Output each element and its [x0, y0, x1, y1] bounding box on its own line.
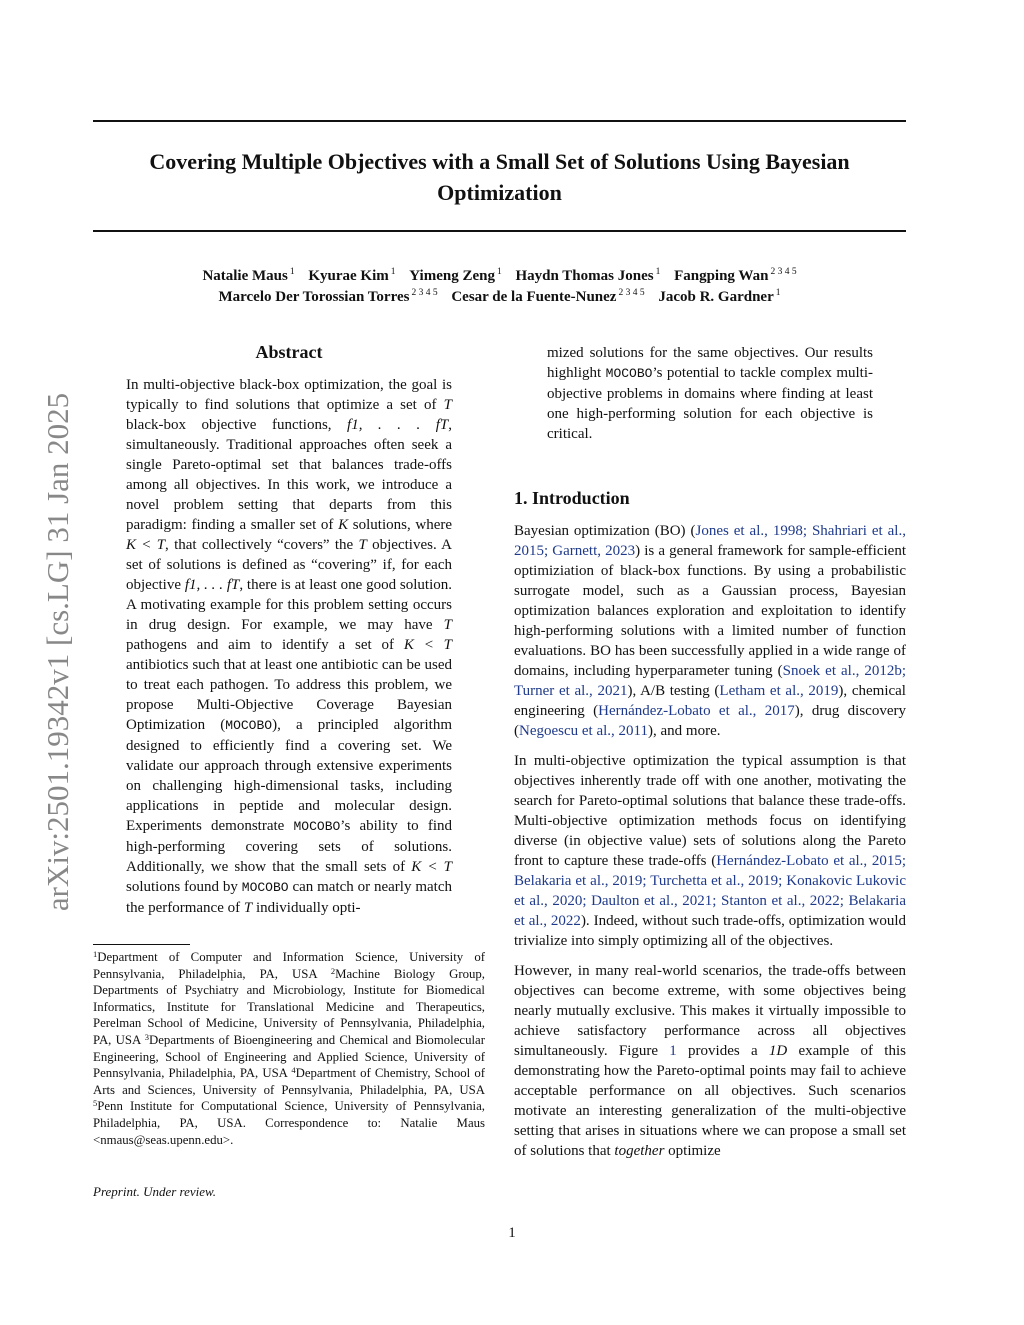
citation-link[interactable]: Letham et al., 2019	[719, 683, 839, 699]
section-heading-introduction: 1. Introduction	[514, 488, 630, 508]
affiliation-mark: 1	[775, 288, 781, 298]
affiliations-footnote: $^1$Department of Computer and Information Science, University of Pennsylvania, Philadelphia, PA, USA $^2$Machine Biology Group, Departments of Psychiatry and Microbiology, Institute for Biomedical Informatics, Institute for Translational Medicine and Therapeutics, Perelman School of Medicine, University of Pennsylvania, Philadelphia, PA, USA $^3$Departments of Bioengineering and Chemical and Biomolecular Engineering, School of Engineering and Applied Science, University of Pennsylvania, Philadelphia, PA, USA $^4$Department of Chemistry, School of Arts and Sciences, University of Pennsylvania, Philadelphia, PA, USA $^5$Penn Institute for Computational Science, University of Pennsylvania, Philadelphia, PA, USA. Correspondence to: Natalie Maus <nmaus@seas.upenn.edu>.	[93, 949, 485, 1147]
author: Yimeng Zeng $^1$	[409, 267, 502, 284]
title-line-1: Covering Multiple Objectives with a Small Set of Solutions Using Bayesian	[149, 149, 850, 174]
affiliation-mark: 2 3 4 5	[770, 267, 797, 277]
author-line-2	[93, 287, 906, 308]
paper-title	[93, 146, 906, 208]
title-line-2: Optimization	[437, 180, 562, 205]
method-name: MOCOBO	[293, 819, 341, 834]
introduction-body	[514, 521, 906, 1171]
method-name: MOCOBO	[605, 366, 653, 381]
affiliation-mark: 1	[496, 267, 502, 277]
footnote-rule	[93, 944, 190, 945]
author: Cesar de la Fuente-Nunez $^{2 3 4 5}$	[451, 288, 645, 305]
citation-link[interactable]: Hernández-Lobato et al., 2017	[598, 703, 795, 719]
author-line-1	[93, 266, 906, 287]
abstract-heading: Abstract	[255, 342, 323, 362]
citation-link[interactable]: Snoek et al., 2012b; Turner et al., 2021	[514, 663, 906, 699]
method-name: MOCOBO	[241, 880, 289, 895]
author: Kyurae Kim $^1$	[308, 267, 396, 284]
author: Jacob R. Gardner $^1$	[658, 288, 781, 305]
affiliation-mark: 2 3 4 5	[411, 288, 438, 298]
author: Marcelo Der Torossian Torres $^{2 3 4 5}$	[218, 288, 438, 305]
abstract-body: In multi-objective black-box optimization, the goal is typically to find solutions that optimize a set of T black-box objective functions, f1, . . . fT, simultaneously. Traditional approaches often seek a single Pareto-optimal set that balances trade-offs among all objectives. In this work, we introduce a novel problem setting that departs from this paradigm: finding a smaller set of K solutions, where K < T, that collectively “covers” the T objectives. A set of solutions is defined as “covering” if, for each objective f1, . . . fT, there is at least one good solution. A motivating example for this problem setting occurs in drug design. For example, we may have T pathogens and aim to identify a set of K < T antibiotics such that at least one antibiotic can be used to treat each pathogen. To address this problem, we propose Multi-Objective Coverage Bayesian Optimization (MOCOBO), a principled algorithm designed to efficiently find a covering set. We validate our approach through extensive experiments on challenging high-dimensional tasks, including applications in peptide and molecular design. Experiments demonstrate MOCOBO’s ability to find high-performing covering sets of solutions. Additionally, we show that the small sets of K < T solutions found by MOCOBO can match or nearly match the performance of T individually opti-	[126, 377, 453, 916]
title-rule-bottom	[93, 230, 906, 232]
author: Haydn Thomas Jones $^1$	[515, 267, 661, 284]
affiliation-mark: 1	[390, 267, 396, 277]
citation-link[interactable]: Negoescu et al., 2011	[519, 723, 648, 739]
method-name: MOCOBO	[225, 718, 273, 733]
author: Natalie Maus $^1$	[202, 267, 295, 284]
title-rule-top	[93, 120, 906, 122]
intro-paragraph-2: In multi-objective optimization the typical assumption is that objectives inherently trade off with one another, motivating the search for Pareto-optimal solutions that balance these trade-offs. Multi-objective optimization methods focus on identifying diverse (in objective value) sets of solutions along the Pareto front to capture these trade-offs (Hernández-Lobato et al., 2015; Belakaria et al., 2019; Turchetta et al., 2019; Konakovic Lukovic et al., 2020; Daulton et al., 2021; Stanton et al., 2022; Belakaria et al., 2022). Indeed, without such trade-offs, optimization would trivialize into simply optimizing all of the objectives.	[514, 753, 906, 949]
figure-reference-link[interactable]: 1	[669, 1043, 677, 1059]
affiliation-mark: 1	[289, 267, 295, 277]
arxiv-sidebar-stamp: arXiv:2501.19342v1 [cs.LG] 31 Jan 2025	[40, 392, 75, 912]
page-number: 1	[508, 1225, 516, 1241]
abstract-continuation: mized solutions for the same objectives. Our results highlight MOCOBO’s potential to tackle complex multi-objective problems in domains where finding at least one high-performing solution for each objective is critical.	[547, 345, 874, 442]
intro-paragraph-3: However, in many real-world scenarios, the trade-offs between objectives can become extreme, with some objectives being nearly mutually exclusive. This makes it virtually impossible to achieve satisfactory performance across all objectives simultaneously. Figure 1 provides a 1D example of this demonstrating how the Pareto-optimal points may fail to achieve acceptable performance on all objectives. Such scenarios motivate an interesting generalization of the multi-objective setting that arises in situations where we can propose a small set of solutions that together optimize	[514, 963, 906, 1159]
intro-paragraph-1: Bayesian optimization (BO) (Jones et al., 1998; Shahriari et al., 2015; Garnett, 2023) is a general framework for sample-efficient optimiziation of black-box functions. By using a probabilistic surrogate model, such as a Gaussian process, Bayesian optimization balances exploration and exploitation to identify high-performing solutions with a limited number of function evaluations. BO has been successfully applied in a wide range of domains, including hyperparameter tuning (Snoek et al., 2012b; Turner et al., 2021), A/B testing (Letham et al., 2019), chemical engineering (Hernández-Lobato et al., 2017), drug discovery (Negoescu et al., 2011), and more.	[514, 523, 906, 739]
author: Fangping Wan $^{2 3 4 5}$	[674, 267, 797, 284]
citation-link[interactable]: Hernández-Lobato et al., 2015; Belakaria et al., 2019; Turchetta et al., 2019; Konakovic Lukovic et al., 2020; Daulton et al., 2021; Stanton et al., 2022; Belakaria et al., 2022	[514, 853, 906, 929]
author-list	[93, 266, 906, 308]
affiliation-mark: 2 3 4 5	[618, 288, 645, 298]
citation-link[interactable]: Jones et al., 1998; Shahriari et al., 2015; Garnett, 2023	[514, 523, 906, 559]
affiliation-mark: 1	[655, 267, 661, 277]
preprint-note: Preprint. Under review.	[93, 1184, 216, 1199]
